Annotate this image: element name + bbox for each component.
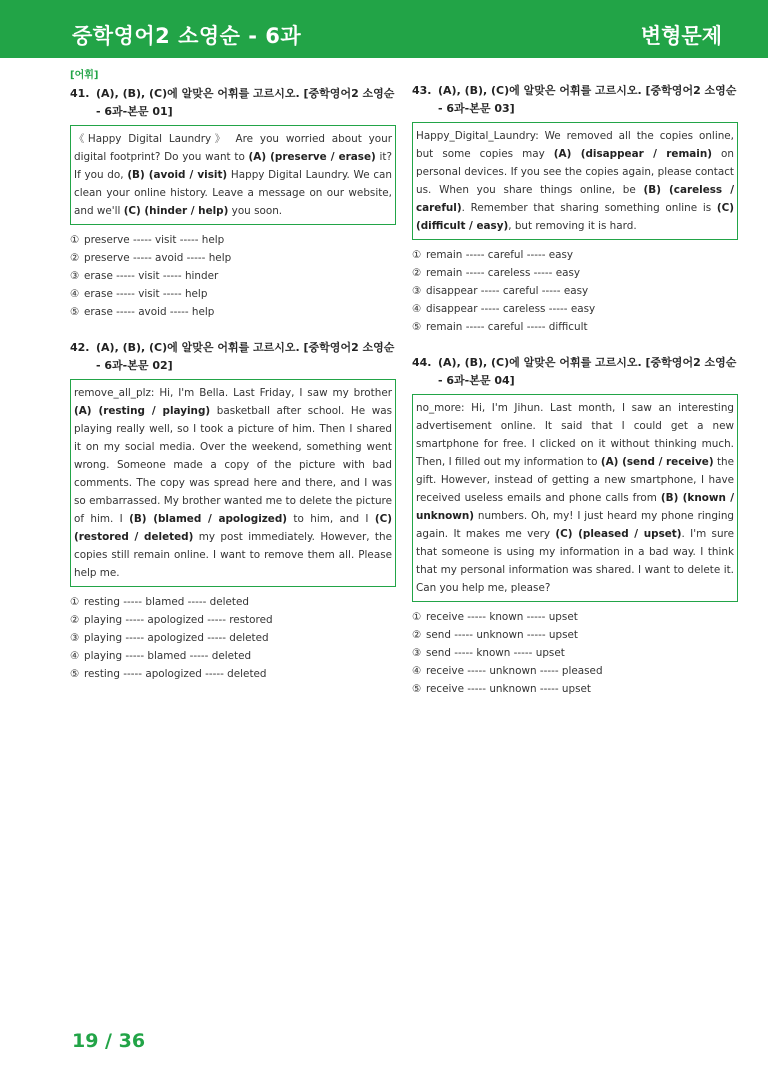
- option-number: ①: [70, 234, 80, 246]
- option-number: ⑤: [70, 306, 80, 318]
- question-header: [70, 339, 396, 375]
- passage-text: , but removing it is hard.: [508, 220, 637, 232]
- option-number: ③: [412, 647, 422, 659]
- question-prompt: (A), (B), (C)에 알맞은 어휘를 고르시오. [중학영어2 소영순 - 6과-본문 03]: [438, 84, 737, 115]
- answer-option: [412, 608, 738, 626]
- option-text: erase ----- visit ----- help: [84, 288, 208, 300]
- vocab-choice: (C) (pleased / upset): [555, 528, 682, 540]
- option-text: playing ----- apologized ----- deleted: [84, 632, 269, 644]
- option-text: send ----- known ----- upset: [426, 647, 565, 659]
- vocab-choice: (B) (avoid / visit): [127, 169, 228, 181]
- passage-box: [70, 379, 396, 587]
- question-header: [412, 82, 738, 118]
- option-text: resting ----- apologized ----- deleted: [84, 668, 267, 680]
- option-text: preserve ----- avoid ----- help: [84, 252, 232, 264]
- vocab-choice: (A) (disappear / remain): [553, 148, 712, 160]
- passage-text: numbers. Oh, my! I just heard my phone ringing again. It makes me very: [416, 510, 734, 540]
- answer-option: [70, 303, 396, 321]
- passage-text: Happy Digital Laundry. We can clean your online history. Leave a message on our website, and we'll: [74, 169, 392, 217]
- option-number: ⑤: [70, 668, 80, 680]
- passage-text: it? If you do,: [74, 151, 392, 181]
- passage-text: Happy_Digital_Laundry: We removed all the copies online, but some copies may: [416, 130, 734, 160]
- question-header: [70, 85, 396, 121]
- option-number: ①: [412, 611, 422, 623]
- option-number: ②: [412, 629, 422, 641]
- vocab-choice: (B) (blamed / apologized): [129, 513, 288, 525]
- option-text: remain ----- careful ----- easy: [426, 249, 574, 261]
- option-number: ⑤: [412, 683, 422, 695]
- passage-text: to him, and I: [287, 513, 375, 525]
- vocab-choice: (A) (preserve / erase): [248, 151, 376, 163]
- answer-option: [412, 644, 738, 662]
- passage-text: no_more: Hi, I'm Jihun. Last month, I saw an interesting advertisement online. It said that I could get a new smartphone for free. I clicked on it without thinking much. Then, I filled out my information to: [416, 402, 734, 468]
- question-prompt: (A), (B), (C)에 알맞은 어휘를 고르시오. [중학영어2 소영순 - 6과-본문 02]: [96, 341, 395, 372]
- answer-option: [412, 662, 738, 680]
- question: [70, 85, 396, 321]
- vocab-choice: (B) (known / unknown): [416, 492, 735, 522]
- vocab-choice: (C) (restored / deleted): [74, 513, 392, 543]
- option-number: ②: [70, 252, 80, 264]
- passage-text: my post immediately. However, the copies still remain online. I want to remove them all. Please help me.: [74, 531, 392, 579]
- answer-option: [412, 246, 738, 264]
- vocab-choice: (C) (difficult / easy): [416, 202, 734, 232]
- section-tag: [어휘]: [70, 70, 99, 81]
- option-number: ④: [70, 650, 80, 662]
- option-number: ①: [70, 596, 80, 608]
- answer-option: [412, 282, 738, 300]
- option-number: ①: [412, 249, 422, 261]
- option-number: ④: [412, 665, 422, 677]
- answer-option: [70, 611, 396, 629]
- answer-option: [70, 665, 396, 683]
- answer-option: [412, 318, 738, 336]
- document-title: 중학영어2 소영순 - 6과: [72, 24, 302, 48]
- answer-option: [412, 680, 738, 698]
- option-text: receive ----- known ----- upset: [426, 611, 578, 623]
- option-number: ③: [70, 632, 80, 644]
- passage-text: you soon.: [228, 205, 283, 217]
- question: [70, 339, 396, 683]
- question: [412, 82, 738, 336]
- option-text: send ----- unknown ----- upset: [426, 629, 578, 641]
- passage-text: 《Happy Digital Laundry》 Are you worried about your digital footprint? Do you want to: [74, 133, 392, 163]
- option-number: ⑤: [412, 321, 422, 333]
- page-header: [0, 0, 768, 58]
- answer-option: [70, 629, 396, 647]
- question-number: 44.: [412, 356, 432, 369]
- answer-option: [70, 647, 396, 665]
- answer-option: [70, 285, 396, 303]
- option-text: erase ----- avoid ----- help: [84, 306, 215, 318]
- answer-option: [70, 249, 396, 267]
- option-number: ④: [412, 303, 422, 315]
- option-text: disappear ----- careful ----- easy: [426, 285, 589, 297]
- option-number: ③: [412, 285, 422, 297]
- option-text: receive ----- unknown ----- upset: [426, 683, 591, 695]
- option-number: ③: [70, 270, 80, 282]
- answer-option: [412, 264, 738, 282]
- right-column: [412, 66, 738, 716]
- option-number: ④: [70, 288, 80, 300]
- answer-option: [412, 626, 738, 644]
- passage-text: on personal devices. If you see the copies again, please contact us. When you share things online, be: [416, 148, 734, 196]
- passage-box: [412, 394, 738, 602]
- passage-text: . I'm sure that someone is using my information in a bad way. I think that my personal information was shared. I want to delete it. Can you help me, please?: [416, 528, 734, 594]
- page-number: 19 / 36: [72, 1030, 146, 1052]
- vocab-choice: (A) (resting / playing): [74, 405, 211, 417]
- vocab-choice: (B) (careless / careful): [416, 184, 734, 214]
- document-type-label: 변형문제: [640, 24, 722, 48]
- option-text: disappear ----- careless ----- easy: [426, 303, 596, 315]
- option-number: ②: [412, 267, 422, 279]
- answer-option: [70, 267, 396, 285]
- passage-box: [412, 122, 738, 240]
- passage-box: [70, 125, 396, 225]
- answer-option: [412, 300, 738, 318]
- question-prompt: (A), (B), (C)에 알맞은 어휘를 고르시오. [중학영어2 소영순 - 6과-본문 04]: [438, 356, 737, 387]
- question-number: 43.: [412, 84, 432, 97]
- option-text: receive ----- unknown ----- pleased: [426, 665, 603, 677]
- question: [412, 354, 738, 698]
- passage-text: basketball after school. He was playing really well, so I took a picture of him. Then I shared it on my social media. Over the weekend, something went wrong. Someone made a copy of the picture with bad comments. The copy was spread here and there, and I was so embarrassed. My brother wanted me to delete the picture of him. I: [74, 405, 392, 525]
- question-prompt: (A), (B), (C)에 알맞은 어휘를 고르시오. [중학영어2 소영순 - 6과-본문 01]: [96, 87, 395, 118]
- question-header: [412, 354, 738, 390]
- left-column: [70, 66, 396, 701]
- question-number: 41.: [70, 87, 90, 100]
- answer-option: [70, 231, 396, 249]
- option-text: erase ----- visit ----- hinder: [84, 270, 219, 282]
- option-number: ②: [70, 614, 80, 626]
- passage-text: . Remember that sharing something online is: [461, 202, 717, 214]
- option-text: preserve ----- visit ----- help: [84, 234, 225, 246]
- option-text: remain ----- careless ----- easy: [426, 267, 581, 279]
- answer-option: [70, 593, 396, 611]
- passage-text: the gift. However, instead of getting a new smartphone, I have received useless emails and phone calls from: [416, 456, 734, 504]
- passage-text: remove_all_plz: Hi, I'm Bella. Last Friday, I saw my brother: [74, 387, 392, 399]
- option-text: playing ----- apologized ----- restored: [84, 614, 273, 626]
- vocab-choice: (C) (hinder / help): [123, 205, 229, 217]
- option-text: playing ----- blamed ----- deleted: [84, 650, 252, 662]
- question-number: 42.: [70, 341, 90, 354]
- option-text: remain ----- careful ----- difficult: [426, 321, 588, 333]
- vocab-choice: (A) (send / receive): [600, 456, 714, 468]
- option-text: resting ----- blamed ----- deleted: [84, 596, 249, 608]
